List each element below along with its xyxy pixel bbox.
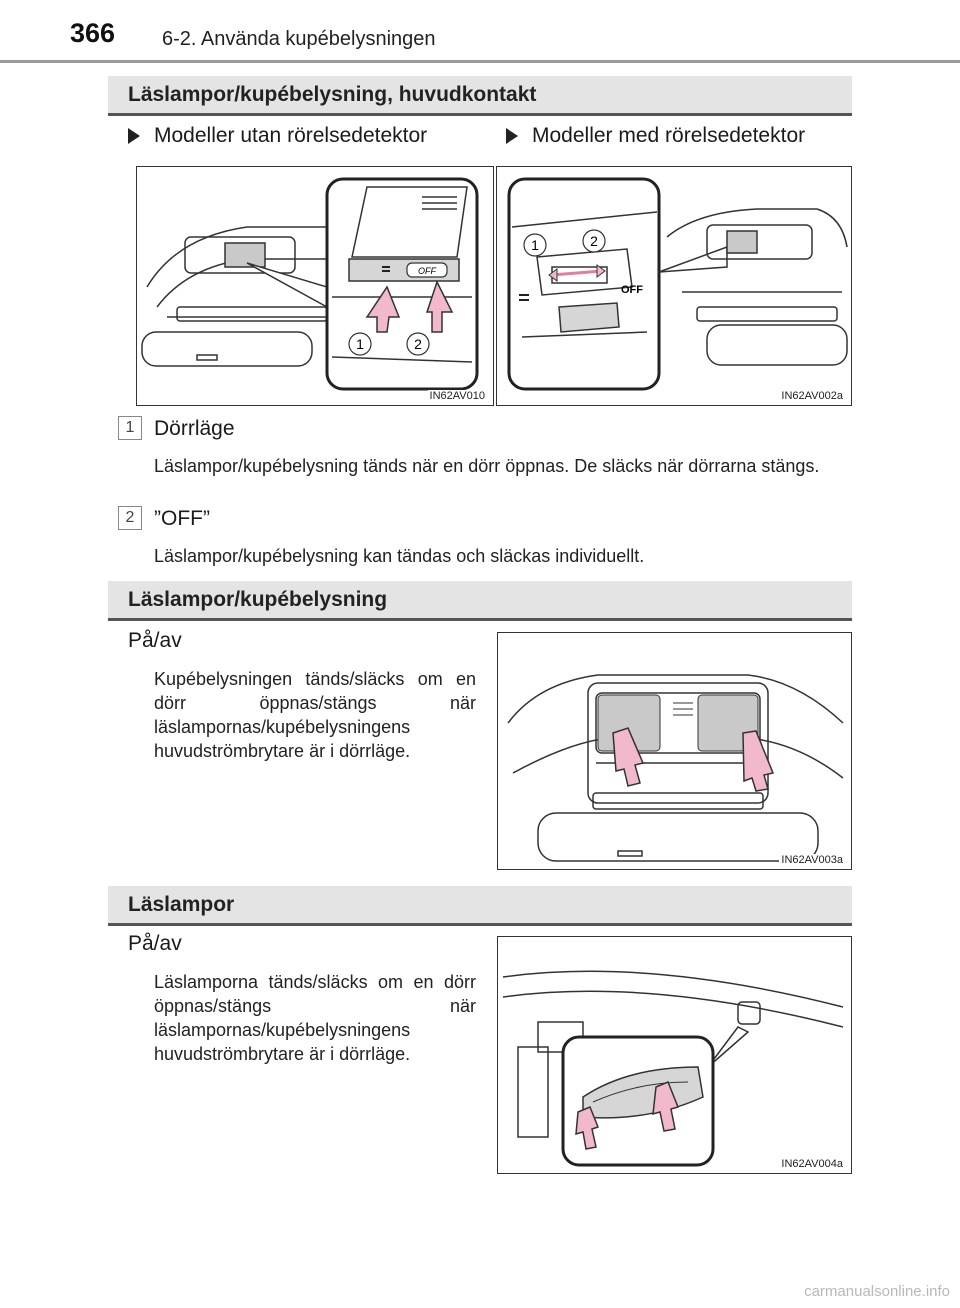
- figure-reading-light-buttons: [497, 936, 852, 1174]
- section-heading-text: Läslampor/kupébelysning, huvudkontakt: [128, 82, 537, 106]
- section-heading-main-switch: [108, 76, 852, 116]
- item-description-off: Läslampor/kupébelysning kan tändas och släckas individuellt.: [154, 546, 645, 566]
- section-heading-reading-interior-lights: [108, 581, 852, 621]
- item-number-1: 1: [118, 416, 142, 440]
- off-label: OFF: [621, 284, 643, 296]
- item-number-2: 2: [118, 506, 142, 530]
- paragraph-reading-lights: Läslamporna tänds/släcks om en dörr öppnas/stängs när läslampornas/kupébelysningens huvudströmbrytare är i dörrläge.: [154, 972, 476, 1064]
- figure-interior-light-buttons: [497, 632, 852, 870]
- callout-1-label: 1: [356, 336, 364, 352]
- bullet-with-motion-sensor: [506, 124, 805, 148]
- subheading-on-off: På/av: [128, 629, 182, 652]
- ceiling-light-illustration: [498, 937, 851, 1173]
- triangle-bullet-icon: [506, 128, 518, 144]
- section-heading-text: Läslampor: [128, 892, 235, 916]
- callout-2-label: 2: [590, 233, 598, 249]
- header-divider: [0, 60, 960, 63]
- overhead-console-illustration: [137, 167, 493, 405]
- overhead-console-illustration: [498, 633, 851, 869]
- page-number: 366: [70, 18, 116, 48]
- triangle-bullet-icon: [128, 128, 140, 144]
- overhead-console-illustration: [497, 167, 851, 405]
- item-title-off: ”OFF”: [154, 507, 210, 530]
- subheading-on-off: På/av: [128, 932, 182, 955]
- item-title-door-position: Dörrläge: [154, 417, 235, 440]
- bullet-label: Modeller utan rörelsedetektor: [154, 124, 428, 147]
- watermark: carmanualsonline.info: [804, 1283, 950, 1300]
- off-label: OFF: [418, 266, 436, 276]
- chapter-title: 6-2. Använda kupébelysningen: [162, 28, 436, 50]
- figure-switch-with-sensor: [496, 166, 852, 406]
- figure-code: IN62AV004a: [781, 1158, 843, 1170]
- bullet-without-motion-sensor: [128, 124, 427, 148]
- figure-code: IN62AV010: [429, 390, 485, 402]
- bullet-label: Modeller med rörelsedetektor: [532, 124, 806, 147]
- section-heading-text: Läslampor/kupébelysning: [128, 587, 388, 611]
- section-heading-reading-lights: [108, 886, 852, 926]
- callout-1-label: 1: [531, 237, 539, 253]
- figure-code: IN62AV002a: [781, 390, 843, 402]
- callout-2-label: 2: [414, 336, 422, 352]
- paragraph-interior-lights: Kupébelysningen tänds/släcks om en dörr öppnas/stängs när läslampornas/kupébelysningens huvudströmbrytare är i dörrläge.: [154, 669, 476, 761]
- item-description-door-position: Läslampor/kupébelysning tänds när en dörr öppnas. De släcks när dörrarna stängs.: [154, 456, 820, 476]
- figure-code: IN62AV003a: [781, 854, 843, 866]
- figure-switch-without-sensor: [136, 166, 494, 406]
